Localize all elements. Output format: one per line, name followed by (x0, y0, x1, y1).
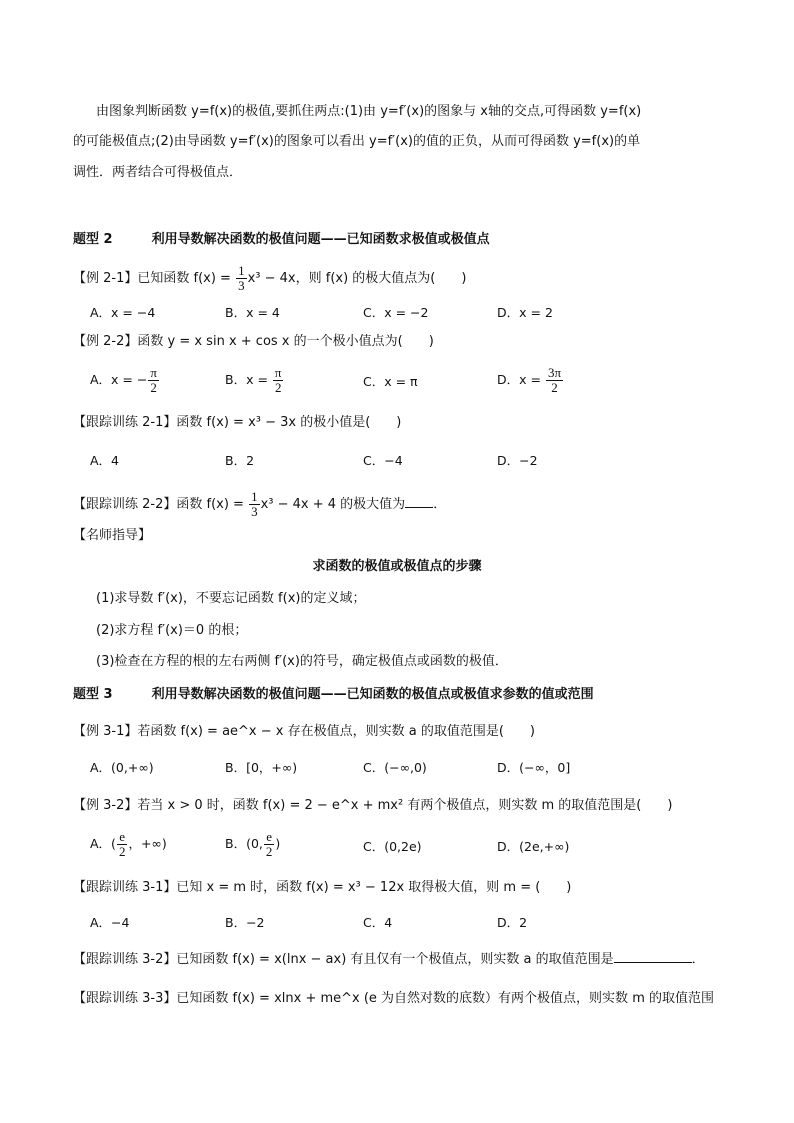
option-c: C．x = π (363, 374, 418, 389)
section-2-heading (73, 231, 490, 249)
option-a: A．(0,+∞) (90, 760, 154, 775)
option-c: C．(0,2e) (363, 839, 422, 854)
option-d: D．(−∞，0] (497, 760, 571, 775)
option-d: D．2 (497, 915, 528, 930)
training-2-2-stem: 【跟踪训练 2-2】函数 f(x) = $\frac{1}{3}$ x³ − 4x + 4 的极大值为 ． (73, 489, 447, 519)
option-b: B．(0, $\frac{e}{2}$ ) (225, 829, 281, 859)
example-tag: 【例 2-1】 (73, 271, 138, 286)
training-tag: 【跟踪训练 3-3】 (73, 991, 177, 1006)
section-3-title: 利用导数解决函数的极值问题——已知函数的极值点或极值求参数的值或范围 (151, 687, 594, 702)
option-c: C．4 (363, 915, 393, 930)
intro-line-3: 调性．两者结合可得极值点． (73, 165, 243, 180)
training-tag: 【跟踪训练 3-1】 (73, 880, 177, 895)
option-d: D．(2e,+∞) (497, 839, 570, 854)
training-tag: 【跟踪训练 2-1】 (73, 415, 177, 430)
guide-step-3: (3)检查在方程的根的左右两侧 f′(x)的符号，确定极值点或函数的极值． (96, 654, 508, 669)
option-d: D．−2 (497, 453, 538, 468)
option-c: C．−4 (363, 453, 403, 468)
option-b: B．x = $\frac{\pi}{2}$ (225, 365, 282, 395)
example-2-2-stem: 【例 2-2】函数 y = x sin x + cos x 的一个极小值点为( ) (73, 334, 434, 349)
option-c: C．(−∞,0) (363, 760, 427, 775)
guide-tag: 【名师指导】 (73, 528, 152, 543)
option-c: C．x = −2 (363, 305, 429, 320)
answer-blank[interactable] (614, 950, 692, 963)
option-b: B．[0，+∞) (225, 760, 298, 775)
section-2-title: 利用导数解决函数的极值问题——已知函数求极值或极值点 (151, 232, 490, 247)
option-d: D．x = 2 (497, 305, 553, 320)
option-a: A．−4 (90, 915, 130, 930)
fraction: $\frac{1}{3}$ (238, 263, 245, 293)
option-d: D．x = $\frac{3\pi}{2}$ (497, 365, 562, 395)
option-a: A．x = − $\frac{\pi}{2}$ (90, 365, 157, 395)
option-b: B．2 (225, 453, 255, 468)
training-3-2-stem: 【跟踪训练 3-2】已知函数 f(x) = x(lnx − ax) 有且仅有一个极值点，则实数 a 的取值范围是 ． (73, 952, 705, 967)
training-tag: 【跟踪训练 3-2】 (73, 952, 177, 967)
guide-title: 求函数的极值或极值点的步骤 (312, 559, 482, 574)
example-tag: 【例 3-2】 (73, 798, 138, 813)
option-b: B．x = 4 (225, 305, 280, 320)
training-2-1-stem: 【跟踪训练 2-1】函数 f(x) = x³ − 3x 的极小值是( ) (73, 415, 402, 430)
section-3-heading (73, 686, 594, 704)
section-3-label: 题型 3 (73, 687, 113, 702)
example-tag: 【例 2-2】 (73, 334, 138, 349)
option-b: B．−2 (225, 915, 265, 930)
intro-line-2: 的可能极值点;(2)由导函数 y=f′(x)的图象可以看出 y=f′(x)的值的正负，从而可得函数 y=f(x)的单 (73, 134, 641, 149)
training-3-3-stem: 【跟踪训练 3-3】已知函数 f(x) = xlnx + me^x (e 为自然对数的底数）有两个极值点，则实数 m 的取值范围 (73, 991, 714, 1006)
option-a: A．4 (90, 453, 120, 468)
section-2-label: 题型 2 (73, 232, 113, 247)
example-3-1-stem: 【例 3-1】若函数 f(x) = ae^x − x 存在极值点，则实数 a 的取值范围是( ) (73, 724, 535, 739)
option-a: A．x = −4 (90, 305, 156, 320)
example-2-1-stem: 【例 2-1】已知函数 f(x) = $\frac{1}{3}$ x³ − 4x，则 f(x) 的极大值点为( ) (73, 263, 467, 293)
training-3-1-stem: 【跟踪训练 3-1】已知 x = m 时，函数 f(x) = x³ − 12x 取得极大值，则 m = ( ) (73, 880, 572, 895)
example-tag: 【例 3-1】 (73, 724, 138, 739)
option-a: A．( $\frac{e}{2}$ ，+∞) (90, 829, 167, 859)
intro-line-1: 由图象判断函数 y=f(x)的极值,要抓住两点:(1)由 y=f′(x)的图象与 x轴的交点,可得函数 y=f(x) (96, 104, 642, 119)
guide-step-2: (2)求方程 f′(x)＝0 的根； (96, 623, 248, 638)
answer-blank[interactable] (405, 495, 433, 508)
fraction: $\frac{1}{3}$ (251, 489, 258, 519)
guide-step-1: (1)求导数 f′(x)，不要忘记函数 f(x)的定义域； (96, 591, 366, 606)
training-tag: 【跟踪训练 2-2】 (73, 497, 177, 512)
example-3-2-stem: 【例 3-2】若当 x > 0 时，函数 f(x) = 2 − e^x + mx² 有两个极值点，则实数 m 的取值范围是( ) (73, 798, 673, 813)
